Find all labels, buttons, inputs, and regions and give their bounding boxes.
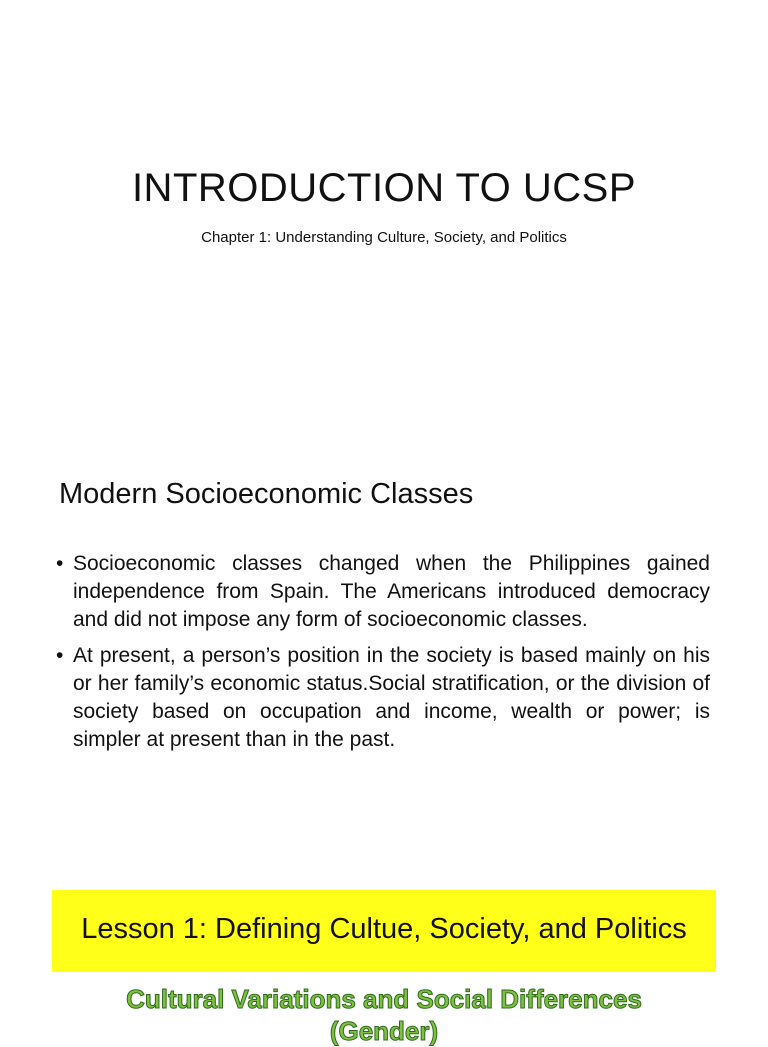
bullet-item xyxy=(56,642,710,754)
slide-heading: Modern Socioeconomic Classes xyxy=(59,478,474,510)
slide-subtitle: Chapter 1: Understanding Culture, Society, and Politics xyxy=(201,229,567,246)
lesson-subtitle-continuation: (Gender) xyxy=(329,1016,439,1046)
lesson-slide xyxy=(0,870,768,1046)
bullet-icon: • xyxy=(56,644,64,667)
lesson-banner xyxy=(52,890,716,972)
bullet-icon: • xyxy=(56,552,64,575)
bullet-text: Socioeconomic classes changed when the Philippines gained independence from Spain. The Americans introduced democracy and did not impose any form of socioeconomic classes. xyxy=(73,552,710,631)
bullet-item xyxy=(56,550,710,634)
lesson-subtitle: Cultural Variations and Social Differences xyxy=(126,984,642,1014)
lesson-title: Lesson 1: Defining Cultue, Society, and Politics xyxy=(81,913,687,945)
title-slide xyxy=(0,0,768,440)
content-slide xyxy=(0,440,768,870)
slide-title: INTRODUCTION TO UCSP xyxy=(131,166,637,210)
bullet-list xyxy=(56,550,710,762)
bullet-text: At present, a person’s position in the society is based mainly on his or her family’s economic status.Social stratification, or the division of society based on occupation and income, wealth or power; is simpler at present than in the past. xyxy=(73,644,710,751)
